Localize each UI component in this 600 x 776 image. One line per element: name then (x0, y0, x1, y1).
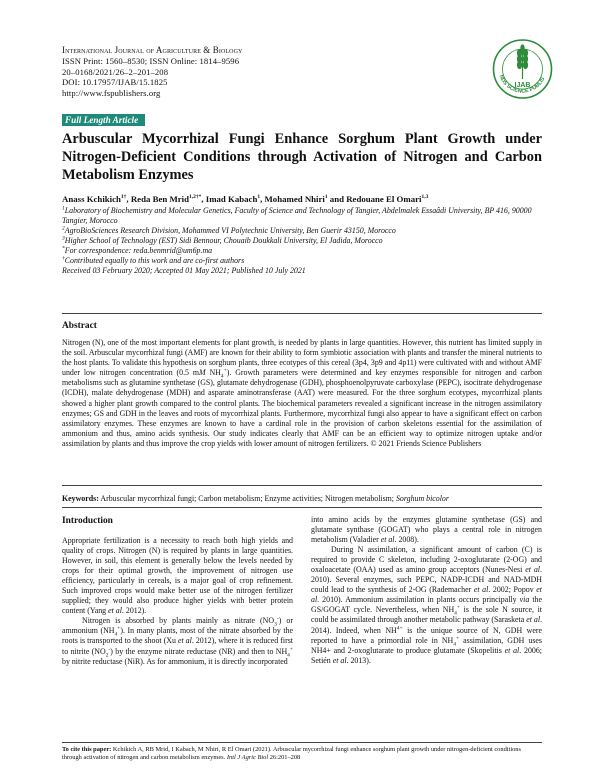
abstract-sub: 4 (220, 373, 224, 380)
divider (62, 313, 542, 314)
body-column-left (62, 536, 293, 667)
journal-name: International Journal of Agriculture & Biology (62, 45, 243, 55)
affiliation (62, 236, 542, 246)
text: . 2012). (121, 606, 147, 616)
citation-journal: Intl J Agric Biol (226, 754, 269, 761)
text: + (455, 634, 460, 641)
author-separator: , (126, 194, 131, 204)
text: via (519, 595, 530, 605)
abstract-unit: M (199, 368, 206, 378)
paragraph (311, 515, 542, 545)
text: 4+ (396, 624, 403, 631)
author-sup: 1 (257, 194, 261, 201)
affiliation-sup: 1 (62, 205, 65, 212)
publisher-logo (491, 33, 554, 113)
received-dates: Received 03 February 2020; Accepted 01 May 2021; Published 10 July 2021 (62, 266, 306, 275)
text: et al (177, 636, 192, 646)
text: ). In many plants, most of the nitrate absorbed by the roots is transported to the shoot (Xu (62, 626, 293, 646)
text: 2 (105, 652, 109, 659)
affiliation-sup: 3 (62, 235, 65, 242)
text: 4 (287, 652, 290, 659)
equal-contribution-note (62, 256, 542, 266)
affiliation-text: Laboratory of Biochemistry and Molecular Genetics, Faculty of Science and Technology of Tangier, Abdelmalek Essaâdi University, BP 416, 90000 Tangier, Morocco (62, 206, 532, 225)
text: 4 (453, 641, 456, 648)
text: 4 (114, 632, 118, 638)
text: is the unique source of N, GDH were reported to have a primordial role in NH (311, 625, 542, 645)
citation-text: Kchikich A, RB Mrid, I Kabach, M Nhiri, R El Omari (2021). Arbuscular mycorrhizal fungi enhance sorghum plant growth under nitrogen-deficient conditions through activation of nitrogen and carbon metabolism enzymes. (62, 746, 521, 761)
abstract-text: Nitrogen (N), one of the most important elements for plant growth, is needed by plants in large quantities. However, this nutrient has limited supply in the soil. Arbuscular mycorrhizal fungi (AMF) are known for their ability to form symbiotic association with plants and transfer the mineral nutrients to the host plants. To validate this hypothesis on sorghum plants, three ecotypes of this cereal (3p4, 3p9 and 4p11) were cultivated with and without AMF under low nitrogen concentration (0.5 m (62, 338, 542, 378)
publisher-logo-graphic (491, 33, 554, 113)
divider (62, 742, 542, 743)
article-type-tag: Full Length Article (62, 114, 145, 126)
author-list (62, 194, 542, 205)
author-name: Mohamed Nhiri (264, 194, 325, 204)
divider (62, 507, 542, 508)
affiliations (62, 206, 542, 276)
abstract-text: NH (205, 368, 221, 378)
keywords-italic: Sorghum bicolor (395, 494, 449, 503)
affiliation-text: Higher School of Technology (EST) Sidi Bennour, Chouaib Doukkali University, El Jadida, Morocco (64, 236, 383, 245)
author-name: Redouane El Omari (346, 194, 422, 204)
text: et al (526, 615, 541, 625)
abstract-body (62, 338, 542, 449)
text: . 2013). (346, 655, 371, 665)
text: + (289, 645, 293, 652)
author-sup: 1,2†* (188, 194, 202, 201)
author-name: Anass Kchikich (62, 194, 121, 204)
text: et al (525, 565, 541, 575)
text: + (456, 604, 461, 611)
keywords (62, 494, 542, 504)
journal-issn: ISSN Print: 1560–8530; ISSN Online: 1814–9596 (62, 55, 240, 66)
article-title: Arbuscular Mycorrhizal Fungi Enhance Sorghum Plant Growth under Nitrogen-Deficient Conditions through Activation of Nitrogen and Carbon Metabolism Enzymes (62, 131, 542, 183)
paragraph (62, 536, 293, 616)
abstract-heading: Abstract (62, 321, 97, 331)
author-name: Imad Kabach (205, 194, 258, 204)
author-sup: 1 (324, 194, 328, 201)
author-name: Reda Ben Mrid (130, 194, 189, 204)
logo-text: NDS SCIENCE PUBLIS (497, 74, 547, 95)
text: the GS/GOGAT cycle. Nevertheless, when NH (311, 595, 542, 615)
text: . 2012), where it is reduced first to nitrite (NO (62, 636, 294, 656)
text: et al (332, 655, 347, 665)
paragraph (311, 545, 542, 666)
text: ) or ammonium (NH (62, 616, 293, 636)
correspondence-text: For correspondence: reda.benmrid@um6p.ma (64, 246, 213, 255)
text: . 2014). Indeed, when NH (311, 615, 542, 635)
text: During N assimilation, a significant amount of carbon (C) is required to provide C skeleton, including 2-oxoglutarate (2-OG) and oxaloacetate (OAA) used as amino group acceptors (Nunes-Nesi (311, 545, 542, 575)
text: . 2002; Popov (488, 585, 537, 595)
abstract-sup: + (223, 367, 227, 374)
text: 4 (454, 611, 457, 617)
text: Nitrogen is absorbed by plants mainly as nitrate (NO (82, 616, 275, 626)
body-column-right (311, 515, 542, 666)
logo-abbrev: IJAB (514, 82, 531, 89)
author-separator: , (260, 194, 265, 204)
text: . 2006; Setién (311, 645, 542, 665)
text: . 2008). (394, 535, 419, 545)
affiliation-sup: † (62, 255, 65, 262)
text: Appropriate fertilization is a necessity to reach both high yields and quality of crops. Nitrogen (N) is required by plants in large quantities. However, in soil, this element is generally below the levels needed by crops for their optimal growth, the improvement of nitrogen use efficiency, particularly in cereals, is a major goal of crop refinement. Such improved crops would make better use of the nitrogen fertilizer supplied; they would also produce higher yields with better protein content (Yang (62, 536, 293, 616)
affiliation-sup: * (62, 245, 65, 252)
text: et al (380, 535, 395, 545)
journal-url[interactable]: http://www.fspublishers.org (62, 88, 161, 99)
affiliation-text: AgroBioSciences Research Division, Mohammed VI Polytechnic University, Ben Guerir 43150, Morocco (64, 226, 396, 235)
text: . 2010). Ammonium assimilation in plants occurs principally (317, 595, 520, 605)
author-sup: 1† (120, 194, 127, 201)
affiliation-sup: 2 (62, 225, 65, 232)
citation-footer (62, 746, 542, 762)
journal-doi: DOI: 10.17957/IJAB/15.1825 (62, 77, 168, 88)
text: assimilation, GDH uses NH4+ and 2-oxoglutarate to produce glutamate (Skopelitis (311, 635, 542, 655)
text: - (276, 615, 279, 622)
text: by nitrite reductase (NiR). As for ammonium, it is directly incorporated (62, 656, 288, 666)
text: - (108, 645, 111, 652)
paragraph (62, 616, 293, 666)
author-separator: , (201, 194, 206, 204)
keywords-label: Keywords: (62, 494, 99, 503)
journal-article-id: 20–0168/2021/26–2–201–208 (62, 66, 169, 77)
text: . 2010). Several enzymes, such PEPC, NADP-ICDH and NAD-MDH could lead to the synthesis of 2-OG (Rademacher (311, 565, 542, 595)
keywords-text: Arbuscular mycorrhizal fungi; Carbon metabolism; Enzyme activities; Nitrogen metabolism; (98, 494, 396, 503)
journal-header (62, 45, 242, 99)
text: et al (311, 585, 542, 605)
text: is the sole N source, it could be assimilated through another metabolic pathway (Sarasketa (311, 605, 542, 625)
citation-label: To cite this paper: (62, 746, 112, 753)
affiliation (62, 226, 542, 236)
author-sup: 1,3 (421, 194, 429, 201)
text: et al (504, 645, 520, 655)
text: 3 (274, 621, 277, 628)
affiliation (62, 206, 542, 226)
text: ) by the enzyme nitrate reductase (NR) and then to NH (110, 646, 288, 656)
correspondence (62, 246, 542, 256)
text: et al (473, 585, 489, 595)
abstract-text: ). Growth parameters were determined and key enzymes responsible for nitrogen and carbon metabolisms such as glutamine synthetase (GS), glutamate dehydrogenase (GDH), phosphoenolpyruvate carboxylase (PEPC), isocitrate dehydrogenase (ICDH), malate dehydrogenase (MDH) and asparate aminotransferase (AAT) were measured. For the three sorghum ecotypes, mycorrhizal plants showed a higher plant growth compared to the control plants. The biochemical parameters revealed a significant increase in the nitrogen assimilatory enzymes; GS and GDH in the leaves and roots of mycorrhizal plants. Furthermore, mycorrhizal fungi also appear to have a significant effect on carbon assimilatory enzymes. These enzymes are known to have a cardinal role in the provision of carbon skeletons essential for the assimilation of ammonium and thus, amino acids synthesis. Our study indicates clearly that AMF can be an efficient way to optimize nitrogen uptake and/or assimilation by plants and thus improve the crop yields with lower amount of nitrogen fertilizers. © 2021 Friends Science Publishers (62, 368, 542, 448)
text: into amino acids by the enzymes glutamine synthetase (GS) and glutamate synthase (GOGAT) who plays a central role in nitrogen metabolism (Valadier (311, 515, 542, 545)
author-and: and (327, 194, 347, 204)
introduction-heading: Introduction (62, 516, 113, 526)
equal-contribution-text: Contributed equally to this work and are co-first authors (64, 256, 245, 265)
text: + (117, 625, 121, 632)
text: et al (108, 606, 122, 616)
divider (62, 485, 542, 486)
citation-end: 26:201‒208 (268, 754, 301, 761)
